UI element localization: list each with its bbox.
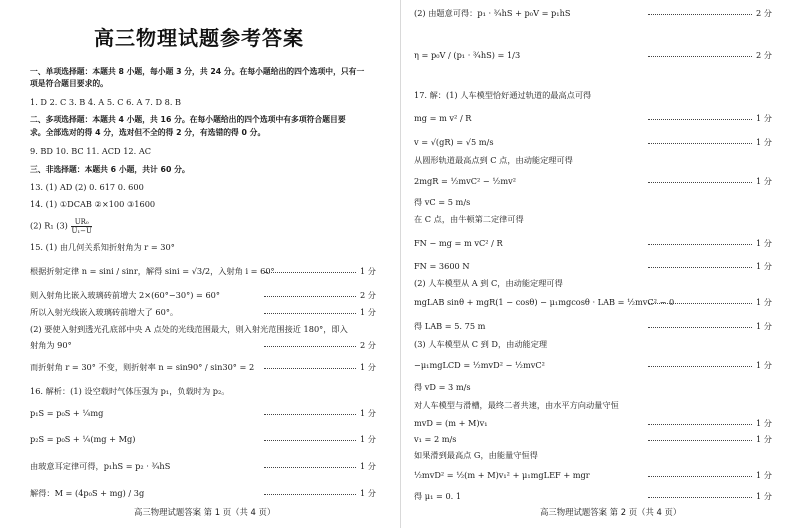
q15-line-2: 根据折射定律 n = sini / sinr，解得 sini = √3/2，入射角 i = 60° — [30, 266, 275, 276]
page-1-footer: 高三物理试题答案 第 1 页（共 4 页） — [134, 507, 276, 517]
q17-line-4: 从圆形轨道最高点到 C 点，由动能定理可得 — [414, 155, 573, 165]
q15-line-3: 则入射角比嵌入玻璃砖前增大 2×(60°−30°) = 60° — [30, 290, 220, 300]
q17-line-15: 得 vD = 3 m/s — [414, 382, 471, 392]
score-mark: 1 分 — [648, 297, 772, 308]
score-mark: 2 分 — [648, 50, 772, 61]
q17-line-19: 如果滑到最高点 G，由能量守恒得 — [414, 450, 538, 460]
q14-denominator: U₁−U — [71, 227, 92, 235]
q17-line-11: mgLAB sinθ + mgR(1 − cosθ) − μ₁mgcosθ · LAB = ½mvC² − 0 — [414, 297, 675, 307]
score-mark: 1 分 — [264, 307, 374, 318]
q16-line-4: 由玻意耳定律可得，p₁hS = p₂ · ¾hS — [30, 461, 171, 471]
q15-line-6: 射角为 90° — [30, 340, 72, 350]
q16-line-2: p₁S = p₀S + ¼mg — [30, 408, 104, 418]
q16-line-5: 解得：M = (4p₀S + mg) / 3g — [30, 488, 145, 498]
score-mark: 1 分 — [648, 238, 772, 249]
q17-line-16: 对人车模型与滑槽，最终二者共速，由水平方向动量守恒 — [414, 400, 619, 410]
q17-line-5: 2mgR = ½mvC² − ½mv² — [414, 176, 516, 186]
q16-part2-line-1: (2) 由题意可得：p₁ · ¾hS + p₀V = p₁hS — [414, 8, 571, 18]
q15-line-4: 所以入射光线嵌入玻璃砖前增大了 60°。 — [30, 307, 179, 317]
q14-fraction — [71, 218, 91, 235]
q14-answer-2 — [30, 218, 93, 235]
answer-page-1 — [0, 0, 398, 528]
q17-line-14: −μ₁mgLCD = ½mvD² − ½mvC² — [414, 360, 545, 370]
q17-line-20: ½mvD² = ½(m + M)v₁² + μ₁mgLEF + mgr — [414, 470, 590, 480]
score-mark: 1 分 — [648, 261, 772, 272]
score-mark: 1 分 — [264, 461, 374, 472]
q17-line-8: FN − mg = m vC² / R — [414, 238, 503, 248]
section1-answers: 1. D 2. C 3. B 4. A 5. C 6. A 7. D 8. B — [30, 97, 182, 107]
q14-answer-1: 14. (1) ①DCAB ②×100 ③1600 — [30, 199, 156, 209]
q17-line-17: mvD = (m + M)v₁ — [414, 418, 488, 428]
q17-line-2: mg = m v² / R — [414, 113, 472, 123]
q17-line-12: 得 LAB = 5. 75 m — [414, 321, 486, 331]
score-mark: 2 分 — [648, 8, 772, 19]
score-mark: 1 分 — [264, 434, 374, 445]
q15-line-1: 15. (1) 由几何关系知折射角为 r = 30° — [30, 242, 175, 252]
q16-line-3: p₂S = p₀S + ¼(mg + Mg) — [30, 434, 136, 444]
score-mark: 1 分 — [264, 362, 374, 373]
section1-header-cont: 项是符合题目要求的。 — [30, 79, 108, 88]
q14-numerator: UR₀ — [71, 218, 91, 227]
q15-line-7: 而折射角 r = 30° 不变，则折射率 n = sin90° / sin30° = 2 — [30, 362, 255, 372]
score-mark: 1 分 — [264, 266, 374, 277]
q17-line-9: FN = 3600 N — [414, 261, 470, 271]
score-mark: 1 分 — [648, 491, 772, 502]
page-2-footer: 高三物理试题答案 第 2 页（共 4 页） — [540, 507, 682, 517]
score-mark: 2 分 — [264, 340, 374, 351]
q17-line-13: (3) 人车模型从 C 到 D，由动能定理 — [414, 339, 548, 349]
q16-line-1: 16. 解析：(1) 设空载时气体压强为 p₁，负载时为 p₂。 — [30, 386, 230, 396]
score-mark: 1 分 — [264, 488, 374, 499]
section2-header: 二、多项选择题：本题共 4 小题，共 16 分。在每小题给出的四个选项中有多项符合题目要 — [30, 115, 346, 124]
q14-part2-label: (2) R₁ (3) — [30, 220, 68, 231]
page-title: 高三物理试题参考答案 — [94, 26, 304, 50]
page-divider — [400, 0, 401, 528]
q17-line-6: 得 vC = 5 m/s — [414, 197, 471, 207]
section2-answers: 9. BD 10. BC 11. ACD 12. AC — [30, 146, 152, 156]
q16-part2-line-2: η = p₀V / (p₁ · ¾hS) = 1/3 — [414, 50, 521, 60]
score-mark: 2 分 — [264, 290, 374, 301]
score-mark: 1 分 — [648, 470, 772, 481]
score-mark: 1 分 — [648, 434, 772, 445]
section2-header-cont: 求。全部选对的得 4 分，选对但不全的得 2 分，有选错的得 0 分。 — [30, 128, 266, 137]
q17-line-10: (2) 人车模型从 A 到 C，由动能定理可得 — [414, 278, 563, 288]
score-mark: 1 分 — [648, 113, 772, 124]
q17-line-3: v = √(gR) = √5 m/s — [414, 137, 494, 147]
score-mark: 1 分 — [264, 408, 374, 419]
q17-line-21: 得 μ₁ = 0. 1 — [414, 491, 462, 501]
score-mark: 1 分 — [648, 137, 772, 148]
q17-line-18: v₁ = 2 m/s — [414, 434, 457, 444]
score-mark: 1 分 — [648, 418, 772, 429]
q17-line-7: 在 C 点，由牛顿第二定律可得 — [414, 214, 524, 224]
q17-line-1: 17. 解：(1) 人车模型恰好通过轨道的最高点可得 — [414, 90, 592, 100]
score-mark: 1 分 — [648, 176, 772, 187]
score-mark: 1 分 — [648, 360, 772, 371]
section1-header: 一、单项选择题：本题共 8 小题，每小题 3 分，共 24 分。在每小题给出的四个选项中，只有一 — [30, 67, 365, 76]
q15-line-5: (2) 要使入射到透光孔底部中央 A 点处的光线范围最大，则入射光范围接近 180°，即入 — [30, 324, 348, 334]
section3-header: 三、非选择题：本题共 6 小题，共计 60 分。 — [30, 165, 190, 174]
score-mark: 1 分 — [648, 321, 772, 332]
q13-answer: 13. (1) AD (2) 0. 617 0. 600 — [30, 182, 144, 192]
